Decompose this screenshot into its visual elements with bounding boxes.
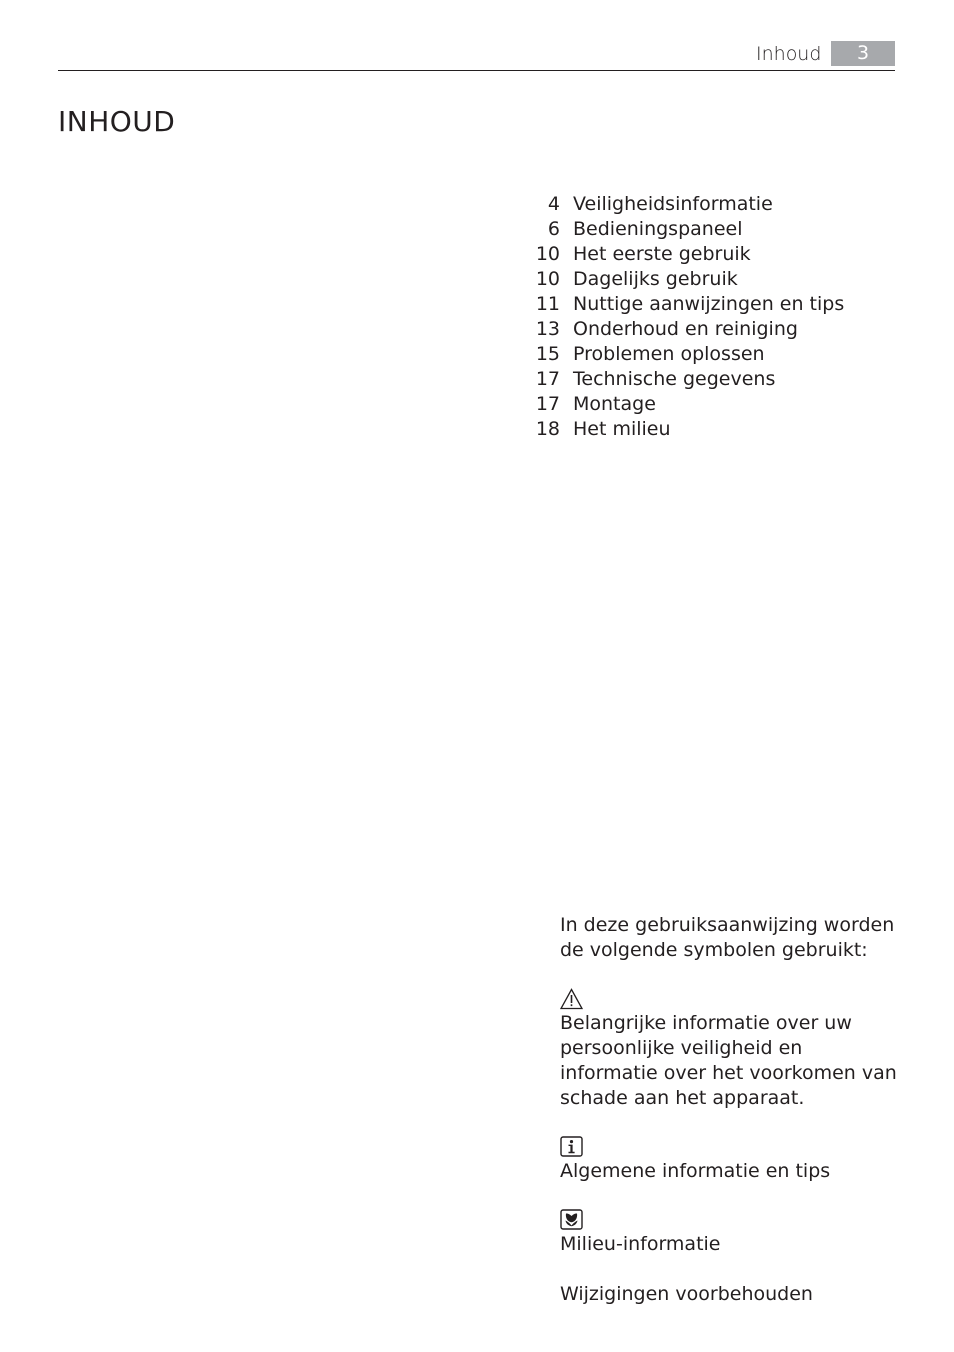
header-section-label: Inhoud (756, 43, 822, 65)
toc-page-number: 17 (535, 368, 560, 390)
warning-triangle-icon (560, 988, 583, 1011)
environment-flower-icon (560, 1209, 583, 1232)
toc-title: Het eerste gebruik (573, 243, 751, 265)
toc-title: Problemen oplossen (573, 343, 765, 365)
toc-entry[interactable] (520, 367, 844, 392)
page-number-badge: 3 (831, 41, 895, 66)
table-of-contents (520, 192, 844, 442)
toc-page-number: 10 (535, 243, 560, 265)
toc-page-number: 11 (535, 293, 560, 315)
symbol-info-block (560, 1136, 900, 1184)
toc-entry[interactable] (520, 267, 844, 292)
toc-entry[interactable] (520, 317, 844, 342)
toc-title: Montage (573, 393, 656, 415)
page-title: INHOUD (58, 105, 176, 138)
header-divider (58, 70, 895, 71)
toc-page-number: 4 (547, 193, 560, 215)
info-icon (560, 1136, 583, 1159)
disclaimer-text: Wijzigingen voorbehouden (560, 1283, 813, 1305)
toc-entry[interactable] (520, 242, 844, 267)
toc-title: Veiligheidsinformatie (573, 193, 773, 215)
toc-page-number: 15 (535, 343, 560, 365)
toc-title: Bedieningspaneel (573, 218, 743, 240)
toc-title: Technische gegevens (573, 368, 776, 390)
toc-page-number: 6 (547, 218, 560, 240)
toc-entry[interactable] (520, 392, 844, 417)
toc-entry[interactable] (520, 417, 844, 442)
toc-entry[interactable] (520, 342, 844, 367)
toc-title: Onderhoud en reiniging (573, 318, 798, 340)
toc-page-number: 13 (535, 318, 560, 340)
toc-page-number: 18 (535, 418, 560, 440)
symbol-warning-text: Belangrijke informatie over uw persoonlijke veiligheid en informatie over het voorkomen van schade aan het apparaat. (560, 1012, 897, 1109)
toc-entry[interactable] (520, 192, 844, 217)
symbol-warning-block (560, 988, 900, 1111)
symbols-legend (560, 913, 900, 1307)
symbol-environment-block (560, 1209, 900, 1257)
toc-page-number: 17 (535, 393, 560, 415)
symbol-environment-text: Milieu-informatie (560, 1233, 721, 1255)
toc-page-number: 10 (535, 268, 560, 290)
toc-entry[interactable] (520, 292, 844, 317)
toc-entry[interactable] (520, 217, 844, 242)
symbol-info-text: Algemene informatie en tips (560, 1160, 831, 1182)
toc-title: Nuttige aanwijzingen en tips (573, 293, 845, 315)
toc-title: Het milieu (573, 418, 671, 440)
symbols-intro: In deze gebruiksaanwijzing worden de volgende symbolen gebruikt: (560, 914, 895, 961)
toc-title: Dagelijks gebruik (573, 268, 738, 290)
